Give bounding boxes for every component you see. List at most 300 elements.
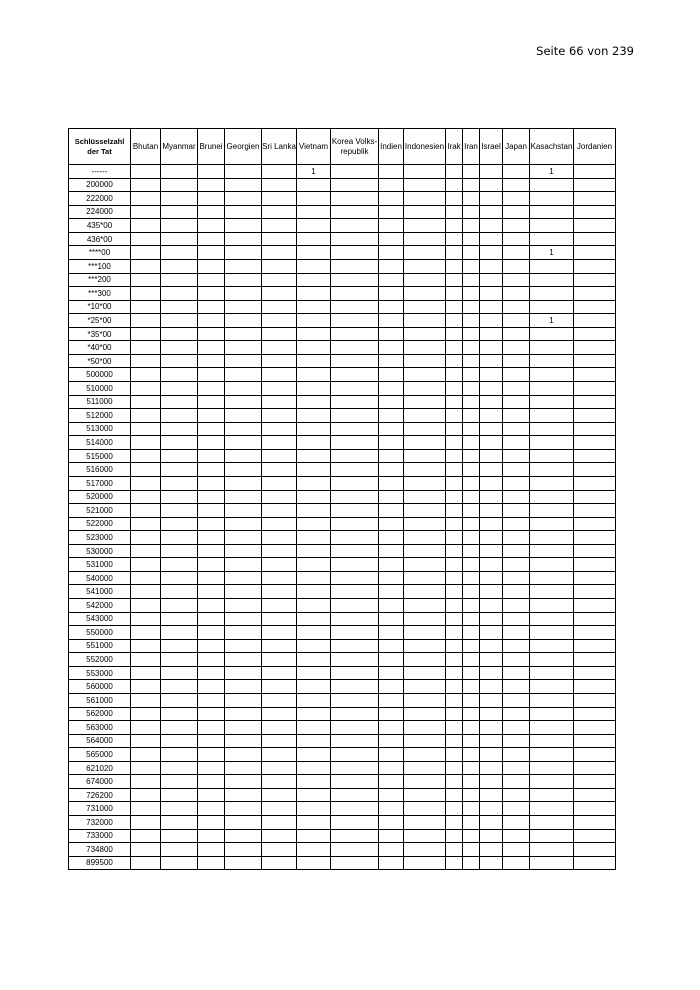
table-cell (297, 476, 331, 490)
table-cell (446, 816, 463, 830)
table-cell (503, 816, 530, 830)
table-cell (131, 612, 161, 626)
table-cell (379, 626, 404, 640)
table-cell (161, 626, 198, 640)
table-cell (530, 748, 574, 762)
row-key-cell: 523000 (69, 531, 131, 545)
table-cell (131, 449, 161, 463)
table-cell (530, 382, 574, 396)
table-cell (161, 599, 198, 613)
table-cell (503, 626, 530, 640)
table-row (69, 639, 616, 653)
table-cell (225, 192, 262, 206)
table-row (69, 341, 616, 355)
table-cell (331, 165, 379, 179)
table-cell (198, 395, 225, 409)
table-cell (574, 300, 616, 314)
table-cell (225, 436, 262, 450)
table-cell (331, 802, 379, 816)
table-row (69, 748, 616, 762)
table-cell (131, 571, 161, 585)
table-cell (262, 585, 297, 599)
table-cell (446, 612, 463, 626)
table-cell (480, 409, 503, 423)
table-row (69, 273, 616, 287)
table-cell (446, 599, 463, 613)
table-cell (463, 816, 480, 830)
table-cell (404, 287, 446, 301)
table-cell (297, 490, 331, 504)
table-cell (480, 558, 503, 572)
table-row (69, 558, 616, 572)
table-cell (379, 368, 404, 382)
table-cell (404, 639, 446, 653)
table-cell (331, 721, 379, 735)
table-cell (297, 639, 331, 653)
table-cell (530, 219, 574, 233)
table-cell (331, 219, 379, 233)
table-cell (198, 707, 225, 721)
table-cell (379, 761, 404, 775)
table-cell (379, 504, 404, 518)
table-cell (503, 707, 530, 721)
table-cell (161, 639, 198, 653)
table-cell (463, 476, 480, 490)
table-cell (198, 775, 225, 789)
table-cell (480, 476, 503, 490)
table-cell (262, 463, 297, 477)
table-cell (379, 422, 404, 436)
table-cell (574, 802, 616, 816)
table-cell (463, 395, 480, 409)
table-cell (379, 666, 404, 680)
table-cell (480, 192, 503, 206)
table-cell (503, 775, 530, 789)
row-key-cell: ***200 (69, 273, 131, 287)
table-cell (463, 748, 480, 762)
table-cell (404, 843, 446, 857)
table-cell (262, 626, 297, 640)
row-key-cell: 530000 (69, 544, 131, 558)
table-row (69, 382, 616, 396)
table-cell (297, 504, 331, 518)
table-cell (574, 680, 616, 694)
table-cell (446, 775, 463, 789)
table-cell (574, 829, 616, 843)
table-cell (198, 463, 225, 477)
column-header: Brunei (198, 129, 225, 165)
table-cell (161, 287, 198, 301)
table-cell (161, 395, 198, 409)
table-cell (480, 599, 503, 613)
table-row (69, 246, 616, 260)
table-cell (530, 721, 574, 735)
table-cell (574, 368, 616, 382)
table-cell: 1 (297, 165, 331, 179)
table-cell (161, 300, 198, 314)
table-cell (331, 829, 379, 843)
table-cell (530, 449, 574, 463)
table-cell (225, 856, 262, 870)
row-key-cell: *35*00 (69, 327, 131, 341)
table-cell (530, 476, 574, 490)
table-cell (404, 382, 446, 396)
table-cell (379, 205, 404, 219)
table-cell (198, 531, 225, 545)
table-cell (131, 273, 161, 287)
table-cell (480, 395, 503, 409)
table-cell (262, 246, 297, 260)
table-cell (225, 612, 262, 626)
table-cell (480, 856, 503, 870)
table-cell (331, 490, 379, 504)
table-cell (297, 531, 331, 545)
table-cell (161, 327, 198, 341)
table-cell (530, 829, 574, 843)
table-cell (503, 287, 530, 301)
table-cell (198, 856, 225, 870)
table-row (69, 259, 616, 273)
table-cell (480, 761, 503, 775)
table-cell (404, 626, 446, 640)
table-cell (331, 232, 379, 246)
table-cell (262, 354, 297, 368)
table-row (69, 300, 616, 314)
table-cell (161, 232, 198, 246)
row-key-cell: 565000 (69, 748, 131, 762)
table-cell (446, 626, 463, 640)
table-cell (463, 612, 480, 626)
table-cell (262, 843, 297, 857)
table-cell (530, 802, 574, 816)
table-cell (446, 422, 463, 436)
table-row (69, 504, 616, 518)
table-cell (503, 327, 530, 341)
row-key-cell: *50*00 (69, 354, 131, 368)
table-cell (198, 287, 225, 301)
table-cell (262, 693, 297, 707)
column-header: Vietnam (297, 129, 331, 165)
table-cell (331, 395, 379, 409)
table-cell (379, 287, 404, 301)
table-row (69, 571, 616, 585)
table-cell (463, 273, 480, 287)
table-cell (446, 354, 463, 368)
table-cell (198, 192, 225, 206)
table-row (69, 653, 616, 667)
table-cell (225, 219, 262, 233)
row-key-cell: 520000 (69, 490, 131, 504)
table-cell (262, 314, 297, 328)
table-cell (574, 246, 616, 260)
table-cell (404, 273, 446, 287)
table-row (69, 802, 616, 816)
table-cell (530, 463, 574, 477)
table-cell (297, 816, 331, 830)
table-cell (131, 666, 161, 680)
table-cell (503, 436, 530, 450)
table-cell (480, 436, 503, 450)
table-cell (297, 843, 331, 857)
table-cell (262, 327, 297, 341)
table-cell (574, 409, 616, 423)
table-cell (131, 314, 161, 328)
table-cell (404, 232, 446, 246)
table-cell (131, 680, 161, 694)
table-cell (131, 639, 161, 653)
table-cell (404, 354, 446, 368)
table-cell (530, 761, 574, 775)
table-cell (198, 666, 225, 680)
table-row (69, 788, 616, 802)
table-cell (225, 178, 262, 192)
table-cell (262, 680, 297, 694)
table-cell (262, 395, 297, 409)
table-cell (503, 571, 530, 585)
table-cell (297, 368, 331, 382)
table-cell (161, 843, 198, 857)
table-cell (463, 599, 480, 613)
table-cell (131, 558, 161, 572)
table-cell (131, 517, 161, 531)
table-cell (131, 734, 161, 748)
table-cell (161, 165, 198, 179)
statistics-table (68, 128, 616, 870)
table-cell (574, 205, 616, 219)
table-cell (262, 802, 297, 816)
table-cell (379, 585, 404, 599)
table-cell (161, 721, 198, 735)
row-key-cell: 731000 (69, 802, 131, 816)
table-cell (331, 192, 379, 206)
table-cell (480, 368, 503, 382)
table-cell (503, 205, 530, 219)
table-cell (404, 395, 446, 409)
table-cell (480, 571, 503, 585)
table-cell (161, 219, 198, 233)
table-cell (297, 463, 331, 477)
table-cell (463, 653, 480, 667)
table-cell (331, 571, 379, 585)
table-cell (503, 219, 530, 233)
table-cell (463, 259, 480, 273)
table-cell (480, 300, 503, 314)
table-cell (503, 192, 530, 206)
table-cell (379, 476, 404, 490)
table-cell (404, 422, 446, 436)
table-row (69, 409, 616, 423)
table-cell (379, 463, 404, 477)
table-cell (446, 531, 463, 545)
table-cell (331, 531, 379, 545)
table-cell (480, 843, 503, 857)
column-header: Myanmar (161, 129, 198, 165)
table-cell (503, 734, 530, 748)
row-key-cell: 511000 (69, 395, 131, 409)
table-cell (379, 721, 404, 735)
table-cell (331, 422, 379, 436)
table-cell (503, 449, 530, 463)
table-cell (463, 707, 480, 721)
table-cell (198, 693, 225, 707)
row-key-cell: ***300 (69, 287, 131, 301)
table-cell (503, 490, 530, 504)
table-cell (297, 693, 331, 707)
table-row (69, 734, 616, 748)
table-cell (198, 517, 225, 531)
table-cell (297, 205, 331, 219)
table-cell (262, 178, 297, 192)
table-cell (331, 748, 379, 762)
column-header: Bhutan (131, 129, 161, 165)
table-cell (161, 693, 198, 707)
column-header: Indonesien (404, 129, 446, 165)
table-cell (446, 504, 463, 518)
table-row (69, 680, 616, 694)
table-cell (574, 531, 616, 545)
table-cell (446, 490, 463, 504)
column-header: Japan (503, 129, 530, 165)
row-key-cell: 510000 (69, 382, 131, 396)
table-cell (262, 341, 297, 355)
table-cell (446, 843, 463, 857)
table-cell (446, 693, 463, 707)
table-cell (262, 436, 297, 450)
table-cell (331, 544, 379, 558)
table-cell (480, 382, 503, 396)
table-cell (463, 192, 480, 206)
table-cell (198, 585, 225, 599)
table-cell (530, 775, 574, 789)
table-cell (225, 558, 262, 572)
table-cell (446, 382, 463, 396)
table-cell (198, 327, 225, 341)
row-key-cell: 543000 (69, 612, 131, 626)
row-key-cell: 564000 (69, 734, 131, 748)
table-cell (480, 517, 503, 531)
table-cell (463, 802, 480, 816)
table-cell (404, 409, 446, 423)
table-cell (404, 802, 446, 816)
table-cell (262, 666, 297, 680)
table-cell (262, 816, 297, 830)
table-cell (503, 314, 530, 328)
row-key-cell: 540000 (69, 571, 131, 585)
table-row (69, 476, 616, 490)
table-cell (131, 748, 161, 762)
table-cell (530, 354, 574, 368)
table-cell (480, 449, 503, 463)
table-cell (503, 612, 530, 626)
table-cell (530, 192, 574, 206)
table-cell (161, 246, 198, 260)
table-cell (574, 259, 616, 273)
table-cell (131, 192, 161, 206)
statistics-table-container (68, 128, 615, 870)
table-cell (530, 232, 574, 246)
table-cell (446, 341, 463, 355)
table-cell (503, 721, 530, 735)
table-row (69, 856, 616, 870)
table-cell (262, 721, 297, 735)
table-cell (161, 354, 198, 368)
table-cell (198, 788, 225, 802)
table-cell (404, 829, 446, 843)
table-cell (446, 219, 463, 233)
table-cell (446, 300, 463, 314)
table-cell (161, 490, 198, 504)
table-cell (225, 504, 262, 518)
table-cell (379, 219, 404, 233)
table-cell (530, 693, 574, 707)
table-row (69, 490, 616, 504)
table-cell (198, 734, 225, 748)
table-cell (297, 192, 331, 206)
row-key-cell: 516000 (69, 463, 131, 477)
table-cell (574, 571, 616, 585)
table-cell (530, 368, 574, 382)
table-cell (225, 165, 262, 179)
table-cell (404, 721, 446, 735)
table-cell (530, 517, 574, 531)
table-cell (446, 558, 463, 572)
table-cell (297, 748, 331, 762)
table-cell (480, 504, 503, 518)
table-cell (331, 558, 379, 572)
table-cell (446, 517, 463, 531)
table-cell (297, 327, 331, 341)
table-cell (131, 341, 161, 355)
table-cell (446, 287, 463, 301)
table-cell (161, 829, 198, 843)
table-cell (379, 273, 404, 287)
table-cell (161, 341, 198, 355)
column-header: Israel (480, 129, 503, 165)
table-cell (225, 382, 262, 396)
table-row (69, 395, 616, 409)
table-cell (446, 761, 463, 775)
table-cell (480, 666, 503, 680)
table-cell (463, 490, 480, 504)
table-cell (198, 449, 225, 463)
table-cell (574, 517, 616, 531)
table-cell (225, 788, 262, 802)
table-row (69, 436, 616, 450)
table-cell (198, 165, 225, 179)
table-cell (503, 259, 530, 273)
table-cell (480, 653, 503, 667)
table-cell (225, 395, 262, 409)
table-cell (404, 653, 446, 667)
table-cell (446, 476, 463, 490)
table-cell (530, 571, 574, 585)
table-cell (225, 300, 262, 314)
table-cell (131, 382, 161, 396)
table-cell (225, 449, 262, 463)
table-cell (198, 639, 225, 653)
table-cell (379, 558, 404, 572)
table-cell (463, 341, 480, 355)
table-cell (161, 856, 198, 870)
table-cell (379, 639, 404, 653)
table-cell (161, 571, 198, 585)
table-cell (480, 178, 503, 192)
table-body (69, 165, 616, 870)
table-cell (161, 192, 198, 206)
table-cell (404, 816, 446, 830)
table-cell (530, 816, 574, 830)
table-cell (198, 544, 225, 558)
